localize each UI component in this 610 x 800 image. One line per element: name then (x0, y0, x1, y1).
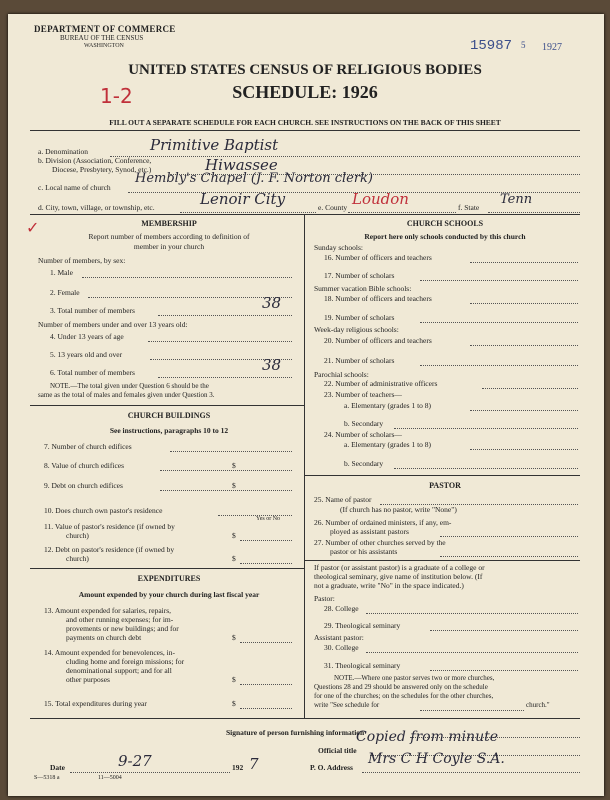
q14-dollar: $ (232, 675, 236, 684)
divider (30, 718, 580, 719)
q24a-label: a. Elementary (grades 1 to 8) (344, 440, 432, 449)
divider (30, 568, 304, 569)
q11-dollar: $ (232, 531, 236, 540)
q18-label: 18. Number of officers and teachers (324, 294, 432, 303)
date-value[interactable]: 9-27 (118, 752, 152, 770)
form-number: S—5318 a (34, 775, 60, 781)
q10-label: 10. Does church own pastor's residence (44, 506, 163, 515)
q8-label: 8. Value of church edifices (44, 461, 125, 470)
form-title: UNITED STATES CENSUS OF RELIGIOUS BODIES (128, 62, 482, 78)
q31-label: 31. Theological seminary (324, 661, 401, 670)
q13-label-2: and other running expenses; for im- (66, 615, 174, 624)
q11-label: 11. Value of pastor's residence (if owned by (44, 522, 175, 531)
q5-label: 5. 13 years old and over (50, 350, 123, 359)
membership-sub-2: member in your church (133, 242, 205, 251)
q4-label: 4. Under 13 years of age (50, 332, 124, 341)
parochial-label: Parochial schools: (314, 370, 369, 379)
pastor-note-3: for one of the churches; on the schedules for the other churches, (314, 692, 494, 700)
divider (304, 560, 580, 561)
divider (30, 130, 580, 131)
division-value[interactable]: Hiwassee (205, 156, 278, 174)
q3-value[interactable]: 38 (262, 294, 282, 312)
q27-label-2: pastor or his assistants (330, 547, 398, 556)
red-mark: 1-2 (100, 84, 133, 108)
grad-note-2: theological seminary, give name of institution below. (If (314, 572, 483, 581)
date-label: Date (50, 763, 65, 772)
q9-label: 9. Debt on church edifices (44, 481, 123, 490)
q2-label: 2. Female (50, 288, 80, 297)
grad-note: If pastor (or assistant pastor) is a graduate of a college or (314, 563, 485, 572)
schools-sub: Report here only schools conducted by this church (364, 232, 526, 241)
official-title-value[interactable]: Copied from minute (356, 729, 499, 745)
q26-label: 26. Number of ordained ministers, if any, em- (314, 518, 452, 527)
pastor-heading: PASTOR (429, 481, 461, 490)
serial-stamp: 15987 (470, 38, 513, 54)
sunday-label: Sunday schools: (314, 243, 363, 252)
divider (304, 475, 580, 476)
local-name-value[interactable]: Hembly's Chapel (J. F. Norton clerk) (135, 171, 373, 186)
local-name-label: c. Local name of church (38, 183, 111, 192)
q24b-label: b. Secondary (344, 459, 384, 468)
q25-label: 25. Name of pastor (314, 495, 372, 504)
bureau-label: BUREAU OF THE CENSUS (60, 34, 144, 42)
division-label-2: Diocese, Presbytery, Synod, etc.) (52, 165, 152, 174)
expenditures-sub: Amount expended by your church during last fiscal year (78, 590, 260, 599)
pastor-label: Pastor: (314, 594, 335, 603)
q14-label-3: denominational support; and for all (66, 666, 172, 675)
q23b-label: b. Secondary (344, 419, 384, 428)
division-label: b. Division (Association, Conference, (38, 156, 152, 165)
membership-heading: MEMBERSHIP (141, 219, 197, 228)
q28-label: 28. College (324, 604, 359, 613)
q13-label-3: provements or new buildings; and for (66, 624, 179, 633)
city-value[interactable]: Lenoir City (200, 190, 286, 208)
instructions: FILL OUT A SEPARATE SCHEDULE FOR EACH CHURCH. SEE INSTRUCTIONS ON THE BACK OF THIS SHEET (109, 118, 501, 127)
pastor-note-2: Questions 28 and 29 should be answered only on the schedule (314, 683, 488, 691)
q12-label: 12. Debt on pastor's residence (if owned by (44, 545, 175, 554)
q12-label-2: church) (66, 554, 89, 563)
q14-label-4: other purposes (66, 675, 110, 684)
membership-sub: Report number of members according to definition of (88, 232, 250, 241)
yes-no-hint: Yes or No (256, 516, 281, 522)
q25-hint: (If church has no pastor, write "None") (340, 505, 457, 514)
check-mark-icon: ✓ (26, 220, 40, 237)
state-value[interactable]: Tenn (500, 192, 533, 207)
q1-label: 1. Male (50, 268, 73, 277)
po-address-value[interactable]: Mrs C H Coyle S.A. (368, 751, 505, 767)
q6-label: 6. Total number of members (50, 368, 135, 377)
q16-label: 16. Number of officers and teachers (324, 253, 432, 262)
denomination-value[interactable]: Primitive Baptist (150, 136, 279, 154)
q17-label: 17. Number of scholars (324, 271, 395, 280)
dept-label: DEPARTMENT OF COMMERCE (34, 24, 176, 34)
county-value[interactable]: Loudon (352, 190, 409, 208)
q21-label: 21. Number of scholars (324, 356, 395, 365)
q14-label-2: cluding home and foreign missions; for (66, 657, 185, 666)
q23a-label: a. Elementary (grades 1 to 8) (344, 401, 432, 410)
divider (30, 214, 580, 215)
buildings-sub: See instructions, paragraphs 10 to 12 (109, 426, 229, 435)
grad-note-3: not a graduate, write "No" in the space indicated.) (314, 581, 464, 590)
q29-label: 29. Theological seminary (324, 621, 401, 630)
membership-note-2: same as the total of males and females given under Question 3. (38, 391, 215, 399)
state-label: f. State (458, 203, 480, 212)
divider (30, 405, 304, 406)
buildings-heading: CHURCH BUILDINGS (127, 411, 211, 420)
q23-label: 23. Number of teachers— (324, 390, 402, 399)
q3-label: 3. Total number of members (50, 306, 135, 315)
q20-label: 20. Number of officers and teachers (324, 336, 432, 345)
weekday-label: Week-day religious schools: (314, 325, 399, 334)
q22-label: 22. Number of administrative officers (324, 379, 438, 388)
q27-label: 27. Number of other churches served by the (314, 538, 446, 547)
expenditures-heading: EXPENDITURES (137, 574, 201, 583)
form-number-2: 11—5004 (98, 775, 122, 781)
q13-label: 13. Amount expended for salaries, repairs, (44, 606, 172, 615)
age-label: Number of members under and over 13 years old: (38, 320, 188, 329)
q24-label: 24. Number of scholars— (324, 430, 402, 439)
schools-heading: CHURCH SCHOOLS (406, 219, 484, 228)
q6-value[interactable]: 38 (262, 356, 282, 374)
q15-dollar: $ (232, 699, 236, 708)
year-value[interactable]: 7 (249, 755, 259, 773)
pastor-note-4: write "See schedule for (314, 701, 380, 709)
q15-label: 15. Total expenditures during year (44, 699, 147, 708)
pastor-note: NOTE.—Where one pastor serves two or more churches, (334, 674, 495, 682)
column-divider (304, 214, 305, 718)
assistant-label: Assistant pastor: (314, 633, 364, 642)
q9-dollar: $ (232, 481, 236, 490)
po-address-label: P. O. Address (310, 763, 353, 772)
q30-label: 30. College (324, 643, 359, 652)
q13-dollar: $ (232, 633, 236, 642)
official-title-label: Official title (318, 746, 357, 755)
year-prefix: 192 (232, 763, 244, 772)
q7-label: 7. Number of church edifices (44, 442, 132, 451)
q12-dollar: $ (232, 554, 236, 563)
signature-label: Signature of person furnishing information (226, 728, 365, 737)
summer-label: Summer vacation Bible schools: (314, 284, 412, 293)
denomination-label: a. Denomination (38, 147, 88, 156)
membership-note: NOTE.—The total given under Question 6 should be the (50, 382, 209, 390)
by-sex-label: Number of members, by sex: (38, 256, 126, 265)
q13-label-4: payments on church debt (66, 633, 142, 642)
county-label: e. County (318, 203, 348, 212)
q14-label: 14. Amount expended for benevolences, in- (44, 648, 176, 657)
q8-dollar: $ (232, 461, 236, 470)
pastor-note-5: church." (526, 701, 550, 709)
q11-label-2: church) (66, 531, 89, 540)
city-field-label: d. City, town, village, or township, etc. (38, 203, 155, 212)
city-label: WASHINGTON (84, 43, 124, 49)
q26-label-2: ployed as assistant pastors (330, 527, 409, 536)
q19-label: 19. Number of scholars (324, 313, 395, 322)
stamp-year: 1927 (542, 42, 562, 53)
serial-suffix: 5 (521, 40, 526, 50)
schedule-title: SCHEDULE: 1926 (232, 82, 378, 102)
